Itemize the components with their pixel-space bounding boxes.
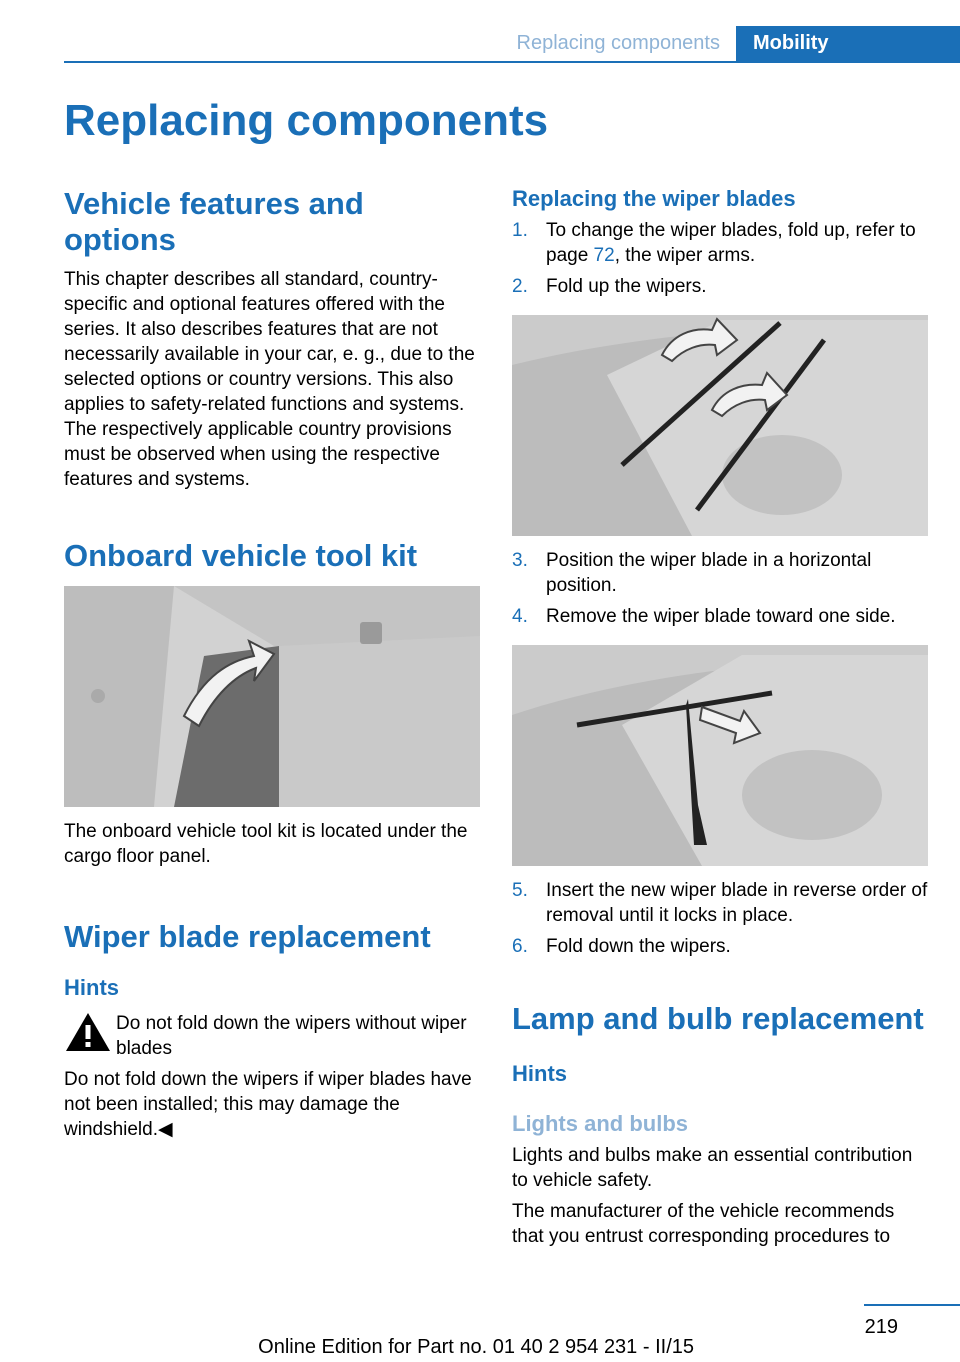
list-item [512, 878, 928, 928]
wiper-fold-up-illustration [512, 315, 928, 536]
footer-rule [864, 1304, 960, 1306]
header-section-label: Replacing components [516, 32, 720, 54]
step-text: To change the wiper blades, fold up, refer to page [546, 220, 916, 266]
toolkit-paragraph: The onboard vehicle tool kit is located under the cargo floor panel. [64, 821, 468, 867]
lamp-heading: Lamp and bulb replacement [512, 1001, 924, 1036]
list-item [512, 274, 928, 299]
lights-heading: Lights and bulbs [512, 1111, 688, 1136]
step-text: Position the wiper blade in a horizontal position. [546, 550, 872, 596]
page-link[interactable]: 72 [593, 245, 615, 266]
hints-heading-right: Hints [512, 1061, 567, 1086]
toolkit-illustration [64, 586, 480, 807]
left-column [64, 186, 480, 1142]
steps-list-b [512, 548, 928, 629]
wiper-remove-illustration [512, 645, 928, 866]
replacing-heading: Replacing the wiper blades [512, 186, 796, 211]
step-text: Remove the wiper blade toward one side. [546, 606, 896, 627]
step-text: Insert the new wiper blade in reverse order of removal until it locks in place. [546, 880, 928, 926]
page-title: Replacing components [64, 96, 549, 145]
features-heading: Vehicle features and options [64, 186, 364, 257]
step-number: 2. [512, 276, 528, 297]
step-number: 1. [512, 220, 528, 241]
page-number: 219 [864, 1316, 898, 1338]
list-item [512, 604, 928, 629]
list-item [512, 218, 928, 268]
lights-paragraph-1: Lights and bulbs make an essential contribution to vehicle safety. [512, 1145, 913, 1191]
step-text-end: , the wiper arms. [614, 245, 756, 266]
step-text: Fold down the wipers. [546, 936, 731, 957]
toolkit-heading: Onboard vehicle tool kit [64, 538, 418, 573]
header-chapter-tab: Mobility [736, 26, 960, 61]
warning-title: Do not fold down the wipers without wiper blades [116, 1013, 467, 1059]
lights-paragraph-2: The manufacturer of the vehicle recommends that you entrust corresponding procedures to [512, 1201, 895, 1247]
features-paragraph: This chapter describes all standard, country-specific and optional features offered with the series. It also describes features that are not necessarily available in your car, e. g., due to the selected options or country versions. This also applies to safety-related functions and systems. The respectively applicable country provisions must be observed when using the respective features and systems. [64, 269, 475, 490]
right-column [512, 186, 928, 1249]
hints-heading-left: Hints [64, 975, 119, 1000]
step-number: 4. [512, 606, 528, 627]
header-rule [64, 61, 960, 63]
edition-label: Online Edition for Part no. 01 40 2 954 231 - II/15 [258, 1336, 694, 1358]
list-item [512, 934, 928, 959]
step-text: Fold up the wipers. [546, 276, 707, 297]
warning-triangle-icon [64, 1011, 112, 1053]
warning-paragraph: Do not fold down the wipers if wiper blades have not been installed; this may damage the windshield.◀ [64, 1069, 472, 1140]
warning-note [64, 1011, 480, 1061]
step-number: 5. [512, 880, 528, 901]
steps-list-c [512, 878, 928, 959]
wiper-heading: Wiper blade replacement [64, 919, 431, 954]
steps-list-a [512, 218, 928, 299]
step-number: 6. [512, 936, 528, 957]
list-item [512, 548, 928, 598]
step-number: 3. [512, 550, 528, 571]
